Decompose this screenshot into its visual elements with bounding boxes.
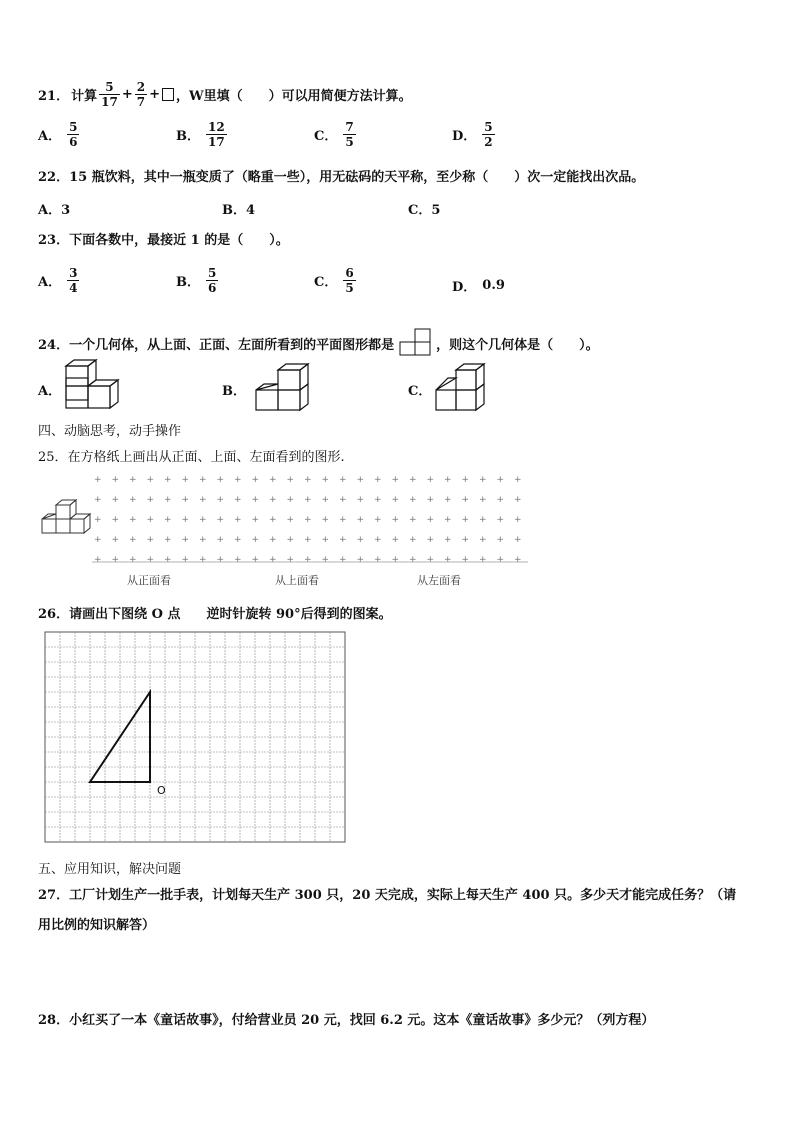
grid-dot: +	[164, 475, 172, 485]
q27-stem-line1: 27．工厂计划生产一批手表，计划每天生产 300 只，20 天完成，实际上每天生产 400 只。多少天才能完成任务？（请	[38, 888, 737, 903]
grid-dot: +	[339, 515, 347, 525]
grid-dot: +	[356, 535, 365, 545]
grid-dot: +	[94, 535, 102, 545]
grid-dot: +	[251, 515, 260, 525]
grid-dot: +	[496, 555, 505, 565]
grid-dot: +	[339, 495, 347, 505]
grid-dot: +	[409, 495, 417, 505]
grid-dot: +	[216, 475, 225, 485]
grid-dot: +	[356, 495, 365, 505]
grid-dot: +	[269, 495, 277, 505]
grid-dot: +	[304, 495, 312, 505]
grid-dot: +	[444, 515, 452, 525]
q25-dot-grid[interactable]	[90, 476, 530, 566]
grid-dot: +	[321, 495, 330, 505]
grid-dot: +	[94, 475, 102, 485]
grid-dot: +	[391, 475, 400, 485]
q26-square-grid[interactable]	[45, 632, 345, 846]
grid-dot: +	[339, 535, 347, 545]
q24-option-b[interactable]: B．	[222, 384, 246, 399]
q21-stem	[38, 80, 412, 109]
grid-dot: +	[286, 515, 295, 525]
grid-dot: +	[461, 475, 470, 485]
grid-dot: +	[181, 515, 190, 525]
q22-option-b[interactable]: B．4	[222, 203, 256, 218]
q21-option-c[interactable]: C． $\frac{7}{5}$	[314, 120, 354, 149]
grid-dot: +	[321, 475, 330, 485]
grid-dot: +	[164, 535, 172, 545]
grid-dot: +	[356, 515, 365, 525]
cube-figure-a	[62, 362, 132, 412]
q25-caption-front: 从正面看	[127, 574, 171, 587]
grid-dot: +	[409, 515, 417, 525]
q21-option-d[interactable]: D． $\frac{5}{2}$	[452, 120, 493, 149]
grid-dot: +	[391, 495, 400, 505]
grid-dot: +	[111, 495, 120, 505]
grid-dot: +	[269, 535, 277, 545]
grid-dot: +	[234, 475, 242, 485]
grid-dot: +	[146, 475, 155, 485]
q24-option-a[interactable]: A．	[38, 384, 62, 399]
q21-tail: ，W里填（ ）可以用简便方法计算。	[175, 89, 412, 104]
q25-stem: 25．在方格纸上画出从正面、上面、左面看到的图形.	[38, 450, 345, 465]
grid-dot: +	[514, 535, 522, 545]
grid-dot: +	[234, 515, 242, 525]
grid-dot: +	[321, 555, 330, 565]
q26-stem: 26．请画出下图绕 O 点 逆时针旋转 90°后得到的图案。	[38, 607, 392, 622]
grid-dot: +	[111, 475, 120, 485]
grid-dot: +	[391, 515, 400, 525]
q24-text-before: 24．一个几何体，从上面、正面、左面所看到的平面图形都是	[38, 337, 395, 353]
grid-dot: +	[129, 515, 137, 525]
grid-dot: +	[164, 515, 172, 525]
q22-option-a[interactable]: A．3	[38, 203, 71, 218]
q24-option-c[interactable]: C．	[408, 384, 432, 399]
q23-option-c[interactable]: C． $\frac{6}{5}$	[314, 266, 354, 295]
q27-stem-line2: 用比例的知识解答）	[38, 918, 156, 933]
grid-dot: +	[304, 475, 312, 485]
grid-dot: +	[251, 495, 260, 505]
grid-dot: +	[496, 495, 505, 505]
section-five-heading: 五、应用知识，解决问题	[38, 862, 182, 877]
grid-dot: +	[181, 495, 190, 505]
section-four-heading: 四、动脑思考，动手操作	[38, 424, 182, 439]
grid-dot: +	[129, 555, 137, 565]
grid-dot: +	[251, 475, 260, 485]
grid-dot: +	[356, 475, 365, 485]
grid-dot: +	[164, 495, 172, 505]
grid-dot: +	[496, 515, 505, 525]
grid-dot: +	[199, 535, 207, 545]
grid-dot: +	[146, 495, 155, 505]
grid-dot: +	[514, 475, 522, 485]
grid-dot: +	[216, 515, 225, 525]
q23-option-b[interactable]: B． $\frac{5}{6}$	[176, 266, 217, 295]
grid-dot: +	[339, 475, 347, 485]
grid-dot: +	[146, 515, 155, 525]
grid-dot: +	[426, 535, 435, 545]
point-o-label: O	[157, 784, 166, 797]
grid-dot: +	[496, 475, 505, 485]
grid-dot: +	[356, 555, 365, 565]
grid-dot: +	[94, 555, 102, 565]
grid-dot: +	[461, 555, 470, 565]
grid-dot: +	[461, 535, 470, 545]
grid-dot: +	[199, 475, 207, 485]
grid-dot: +	[304, 515, 312, 525]
q21-option-a[interactable]: A． $\frac{5}{6}$	[38, 120, 78, 149]
grid-dot: +	[426, 475, 435, 485]
grid-dot: +	[514, 495, 522, 505]
grid-dot: +	[181, 555, 190, 565]
grid-dot: +	[304, 535, 312, 545]
grid-dot: +	[269, 555, 277, 565]
grid-dot: +	[479, 515, 487, 525]
grid-dot: +	[216, 555, 225, 565]
grid-dot: +	[496, 535, 505, 545]
grid-dot: +	[339, 555, 347, 565]
plus-sign: +	[121, 87, 133, 102]
grid-dot: +	[129, 495, 137, 505]
grid-dot: +	[164, 555, 172, 565]
cube-figure-b	[252, 362, 322, 412]
grid-dot: +	[514, 555, 522, 565]
grid-dot: +	[374, 535, 382, 545]
grid-dot: +	[479, 475, 487, 485]
grid-dot: +	[181, 535, 190, 545]
q23-stem: 23．下面各数中，最接近 1 的是（ ）。	[38, 233, 289, 248]
grid-dot: +	[94, 495, 102, 505]
grid-dot: +	[426, 515, 435, 525]
grid-dot: +	[146, 555, 155, 565]
grid-dot: +	[374, 515, 382, 525]
grid-dot: +	[286, 475, 295, 485]
q21-option-b[interactable]: B． $\frac{12}{17}$	[176, 120, 225, 149]
grid-dot: +	[514, 515, 522, 525]
grid-dot: +	[129, 535, 137, 545]
grid-dot: +	[374, 495, 382, 505]
grid-dot: +	[199, 495, 207, 505]
q21-number: 21．	[38, 89, 70, 104]
grid-dot: +	[391, 555, 400, 565]
view-shape-icon	[398, 328, 432, 358]
grid-dot: +	[426, 495, 435, 505]
grid-dot: +	[444, 535, 452, 545]
q23-option-a[interactable]: A． $\frac{3}{4}$	[38, 266, 78, 295]
grid-dot: +	[391, 535, 400, 545]
grid-dot: +	[251, 535, 260, 545]
grid-dot: +	[269, 475, 277, 485]
q28-stem: 28．小红买了一本《童话故事》，付给营业员 20 元，找回 6.2 元。这本《童话故事》多少元？（列方程）	[38, 1013, 655, 1028]
q22-stem: 22．15 瓶饮料，其中一瓶变质了（略重一些），用无砝码的天平称，至少称（ ）次一定能找出次品。	[38, 170, 645, 185]
grid-dot: +	[444, 555, 452, 565]
grid-dot: +	[94, 515, 102, 525]
grid-dot: +	[286, 495, 295, 505]
grid-dot: +	[146, 535, 155, 545]
q21-fraction-1: $\frac{5}{17}$	[101, 80, 118, 109]
grid-dot: +	[111, 535, 120, 545]
grid-dot: +	[409, 535, 417, 545]
grid-dot: +	[111, 555, 120, 565]
grid-dot: +	[234, 535, 242, 545]
grid-dot: +	[321, 535, 330, 545]
q22-option-c[interactable]: C．5	[408, 203, 441, 218]
blank-box-icon	[162, 88, 174, 101]
q24-stem	[38, 328, 599, 358]
grid-dot: +	[129, 475, 137, 485]
grid-dot: +	[269, 515, 277, 525]
grid-dot: +	[234, 555, 242, 565]
grid-dot: +	[479, 555, 487, 565]
grid-dot: +	[461, 495, 470, 505]
q25-caption-left: 从左面看	[417, 574, 461, 587]
cube-figure-c	[434, 364, 494, 414]
grid-dot: +	[321, 515, 330, 525]
grid-dot: +	[216, 495, 225, 505]
grid-dot: +	[479, 535, 487, 545]
grid-dot: +	[461, 515, 470, 525]
grid-dot: +	[374, 555, 382, 565]
q25-caption-top: 从上面看	[275, 574, 319, 587]
grid-dot: +	[216, 535, 225, 545]
grid-dot: +	[409, 555, 417, 565]
grid-dot: +	[199, 515, 207, 525]
q24-text-after: ，则这个几何体是（ ）。	[436, 337, 599, 353]
grid-dot: +	[444, 475, 452, 485]
grid-dot: +	[199, 555, 207, 565]
plus-sign: +	[149, 87, 160, 102]
grid-dot: +	[479, 495, 487, 505]
grid-dot: +	[426, 555, 435, 565]
q23-option-d[interactable]: D． 0.9	[452, 278, 505, 295]
grid-dot: +	[111, 515, 120, 525]
grid-dot: +	[286, 555, 295, 565]
grid-dot: +	[286, 535, 295, 545]
grid-dot: +	[374, 475, 382, 485]
grid-dot: +	[181, 475, 190, 485]
q21-lead: 计算	[71, 89, 98, 104]
grid-dot: +	[304, 555, 312, 565]
q21-fraction-2: $\frac{2}{7}$	[136, 80, 146, 109]
grid-dot: +	[234, 495, 242, 505]
grid-dot: +	[251, 555, 260, 565]
grid-dot: +	[444, 495, 452, 505]
grid-dot: +	[409, 475, 417, 485]
